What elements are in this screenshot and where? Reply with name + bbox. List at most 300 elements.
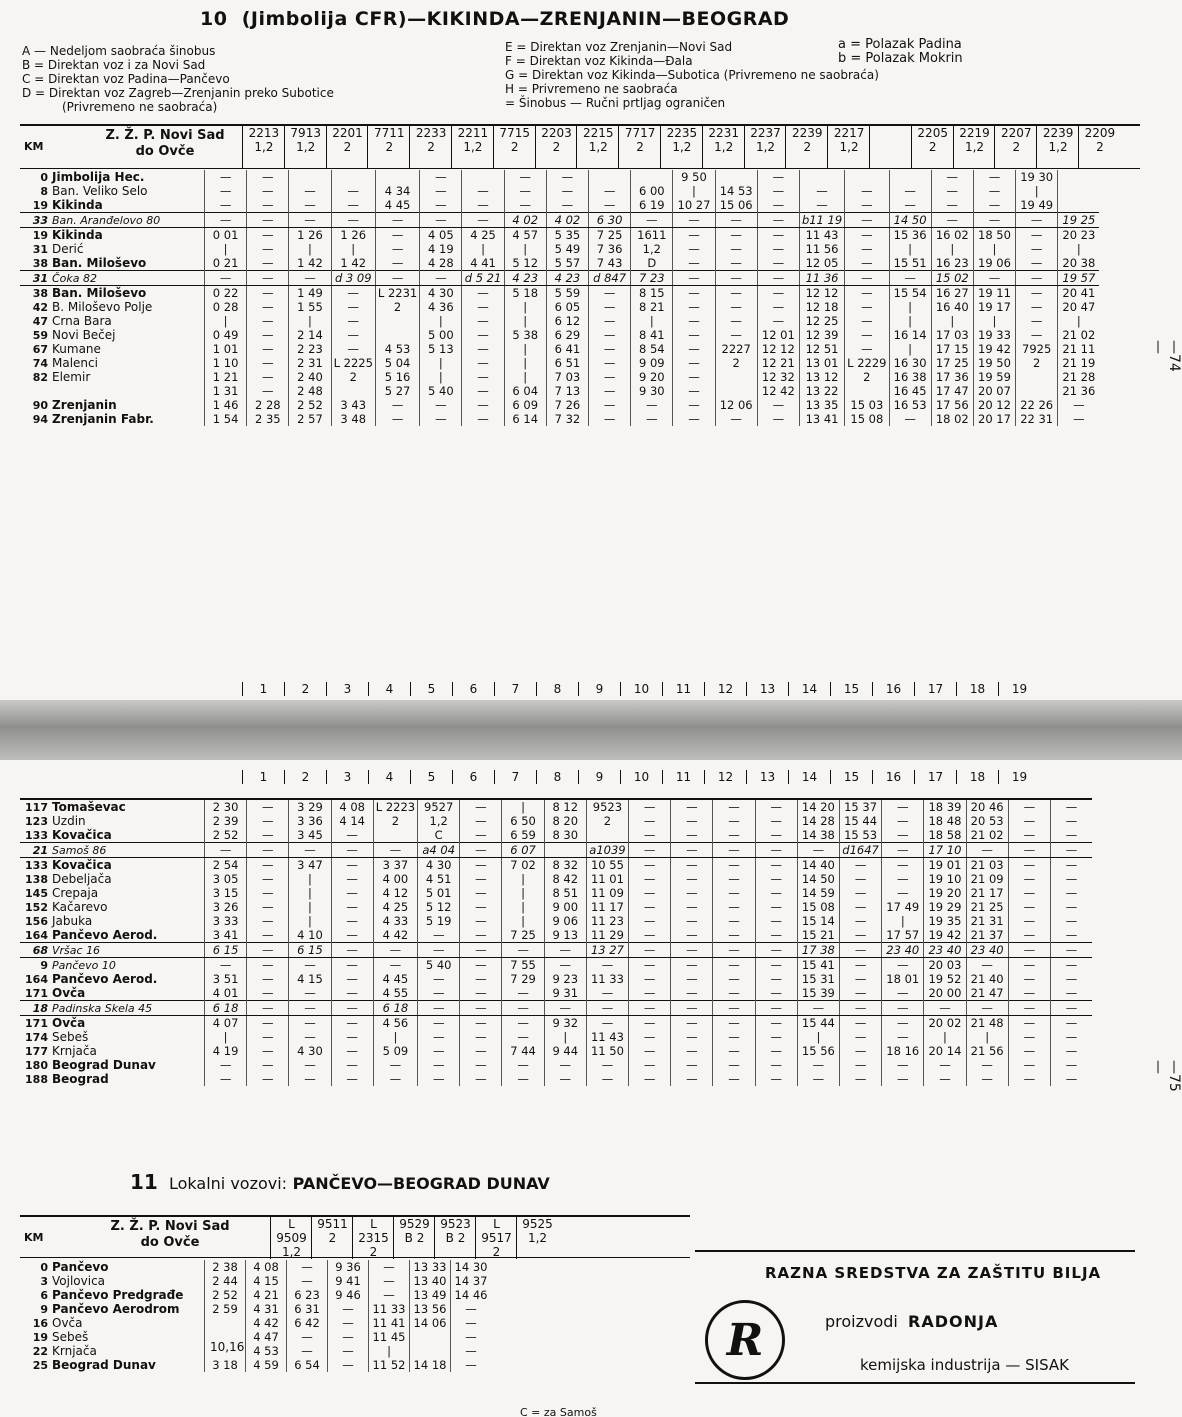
time-cell: — (462, 328, 504, 342)
time-cell: — (1058, 412, 1100, 426)
column-number: 10 (620, 770, 662, 784)
time-cell: — (418, 1072, 460, 1086)
time-cell: — (328, 1344, 369, 1358)
time-cell: 11 43 (586, 1030, 628, 1044)
time-cell: 8 51 (544, 886, 586, 900)
time-cell: — (629, 1001, 671, 1016)
station-name: Pančevo Aerod. (52, 928, 158, 942)
time-cell: 4 10 (289, 928, 331, 943)
page-74 (0, 0, 1182, 700)
time-cell: 21 02 (966, 828, 1008, 843)
time-cell: 19 50 (973, 356, 1015, 370)
time-cell (1016, 384, 1058, 398)
time-cell: 4 31 (246, 1302, 287, 1316)
time-cell: — (973, 170, 1015, 184)
time-cell: — (713, 1001, 755, 1016)
time-cell: | (502, 886, 544, 900)
time-cell: | (462, 242, 504, 256)
time-cell: — (673, 398, 715, 412)
time-cell: — (1050, 900, 1092, 914)
time-cell (373, 828, 417, 843)
time-cell: — (375, 271, 419, 286)
time-cell: | (504, 370, 546, 384)
time-cell: — (247, 228, 289, 243)
time-cell: — (1016, 256, 1058, 271)
time-cell: 7 36 (589, 242, 631, 256)
time-cell: | (889, 300, 931, 314)
time-cell: — (1008, 858, 1050, 873)
time-cell (1016, 370, 1058, 384)
time-cell: 2 (331, 370, 375, 384)
train-header (911, 126, 954, 168)
time-cell: — (460, 1044, 502, 1058)
time-cell: — (1016, 213, 1058, 228)
time-cell: 4 47 (246, 1330, 287, 1344)
time-cell: 9 13 (544, 928, 586, 943)
time-cell: 4 59 (246, 1358, 287, 1372)
time-cell: — (671, 858, 713, 873)
train-class: 2 (510, 140, 519, 154)
km-cell: 16 (32, 1316, 48, 1330)
time-cell: 15 21 (797, 928, 839, 943)
time-cell: 16 38 (889, 370, 931, 384)
time-cell: | (931, 314, 973, 328)
time-cell: — (247, 972, 289, 986)
time-cell: 3 36 (289, 814, 331, 828)
time-cell: — (331, 198, 375, 213)
time-cell: — (460, 1016, 502, 1031)
time-cell: — (966, 1001, 1008, 1016)
train-number: 7913 (290, 126, 321, 140)
time-cell (889, 170, 931, 184)
time-cell: 13 22 (799, 384, 844, 398)
km-cell: 123 (25, 814, 48, 828)
km-cell: 21 (20, 843, 50, 858)
time-cell: — (671, 914, 713, 928)
train-number: 2237 (750, 126, 781, 140)
train-header (1078, 126, 1121, 168)
time-cell: — (629, 943, 671, 958)
train-header (352, 1217, 394, 1259)
time-cell: — (462, 398, 504, 412)
time-cell: 0 21 (205, 256, 247, 271)
train-number: 9523 (440, 1217, 471, 1231)
km-cell: 68 (20, 943, 50, 958)
km-cell: 42 (32, 300, 48, 314)
time-cell: — (247, 198, 289, 213)
train-header (953, 126, 996, 168)
time-cell: 1 55 (289, 300, 331, 314)
time-cell: L 2231 (375, 286, 419, 301)
time-cell: — (289, 958, 331, 973)
time-cell: 4 30 (289, 1044, 331, 1058)
time-cell: | (289, 314, 331, 328)
time-cell: — (799, 198, 844, 213)
time-cell: 4 42 (246, 1316, 287, 1330)
time-cell: 13 01 (799, 356, 844, 370)
time-cell: 8 54 (631, 342, 673, 356)
time-cell: | (544, 1030, 586, 1044)
time-cell: — (331, 928, 373, 943)
time-cell: — (418, 1058, 460, 1072)
time-cell: — (966, 843, 1008, 858)
time-cell (375, 170, 419, 184)
time-cell: — (460, 858, 502, 873)
time-cell: — (757, 300, 799, 314)
column-number: 10 (620, 682, 662, 696)
time-cell: 1,2 (631, 242, 673, 256)
time-cell: 4 08 (246, 1260, 287, 1274)
time-cell: — (629, 799, 671, 814)
time-cell: | (1058, 242, 1100, 256)
station-name (50, 384, 205, 398)
time-cell: | (504, 300, 546, 314)
time-cell: 3 05 (205, 872, 247, 886)
time-cell: — (882, 858, 924, 873)
table-row (20, 843, 1092, 858)
station-name: Beograd (52, 1072, 109, 1086)
time-cell: — (882, 986, 924, 1001)
time-cell: 5 12 (504, 256, 546, 271)
time-cell: 5 04 (375, 356, 419, 370)
time-cell: — (1016, 300, 1058, 314)
time-cell: 11 52 (369, 1358, 410, 1372)
time-cell: 18 50 (973, 228, 1015, 243)
station-name: Zrenjanin Fabr. (52, 412, 154, 426)
time-cell: 11 36 (799, 271, 844, 286)
time-cell: — (671, 814, 713, 828)
time-cell: — (629, 914, 671, 928)
train-header (535, 126, 578, 168)
station-name: Sebeš (52, 1030, 89, 1044)
station-name: Kikinda (52, 198, 103, 212)
time-cell: — (460, 972, 502, 986)
time-cell (1058, 184, 1100, 198)
station-name: Čoka 82 (50, 271, 205, 286)
time-cell: 7 13 (546, 384, 588, 398)
time-cell: | (504, 342, 546, 356)
time-cell: 13 33 (410, 1260, 451, 1274)
time-cell: — (755, 828, 797, 843)
footer-note: C = za Samoš (520, 1406, 597, 1417)
time-cell: — (289, 1058, 331, 1072)
km-cell: 156 (25, 914, 48, 928)
time-cell: 19 35 (924, 914, 966, 928)
time-cell: 19 17 (973, 300, 1015, 314)
time-cell: — (1050, 943, 1092, 958)
time-cell: 21 02 (1058, 328, 1100, 342)
time-cell: a1039 (586, 843, 628, 858)
time-cell: 9 46 (328, 1288, 369, 1302)
time-cell: — (451, 1316, 492, 1330)
time-cell: 14 40 (797, 858, 839, 873)
time-cell: 21 11 (1058, 342, 1100, 356)
station-name: B. Miloševo Polje (52, 300, 153, 314)
time-cell: — (889, 271, 931, 286)
time-cell: — (420, 398, 462, 412)
time-cell: — (589, 370, 631, 384)
time-cell: 19 33 (973, 328, 1015, 342)
train-number: L 2315 (358, 1217, 389, 1245)
time-cell: 8 42 (544, 872, 586, 886)
time-cell: — (671, 1058, 713, 1072)
time-cell: — (247, 799, 289, 814)
time-cell: 1 42 (289, 256, 331, 271)
train-number: 2213 (248, 126, 280, 140)
time-cell: 3 47 (289, 858, 331, 873)
time-cell: 4 45 (375, 198, 419, 213)
table-row (20, 384, 1099, 398)
time-cell: — (839, 1072, 881, 1086)
time-cell: — (629, 958, 671, 973)
train-number: 2239 (1042, 126, 1074, 140)
time-cell: 6 00 (631, 184, 673, 198)
time-cell: — (369, 1260, 410, 1274)
legend-right: a = Polazak Padina b = Polazak Mokrin (838, 37, 963, 66)
station-name: Uzdin (52, 814, 86, 828)
time-cell: — (755, 858, 797, 873)
time-cell: 17 15 (931, 342, 973, 356)
km-cell: 171 (25, 1016, 48, 1030)
time-cell: — (247, 886, 289, 900)
time-cell: — (671, 799, 713, 814)
time-cell: L 2223 (373, 799, 417, 814)
table-row (20, 1330, 491, 1344)
time-cell: — (460, 843, 502, 858)
time-cell: 9 06 (544, 914, 586, 928)
time-cell: — (755, 843, 797, 858)
time-cell: — (755, 872, 797, 886)
time-cell: — (715, 286, 757, 301)
time-cell (586, 828, 628, 843)
time-cell: — (1008, 828, 1050, 843)
time-cell: — (373, 843, 417, 858)
time-cell: — (755, 1058, 797, 1072)
time-cell: 2 31 (289, 356, 331, 370)
table-row (20, 958, 1092, 973)
time-cell: 6 18 (373, 1001, 417, 1016)
time-cell (375, 328, 419, 342)
column-number: 15 (830, 682, 872, 696)
time-cell: — (839, 958, 881, 973)
time-cell: — (462, 300, 504, 314)
time-cell: 1 54 (205, 412, 247, 426)
time-cell: 15 44 (797, 1016, 839, 1031)
time-cell: — (671, 886, 713, 900)
time-cell: — (1008, 886, 1050, 900)
time-cell: — (1050, 1072, 1092, 1086)
km-cell: 171 (25, 986, 48, 1000)
time-cell: — (460, 1030, 502, 1044)
time-cell: 2227 (715, 342, 757, 356)
time-cell: — (289, 1001, 331, 1016)
station-name: Pančevo (52, 1260, 109, 1274)
time-cell: 7 43 (589, 256, 631, 271)
time-cell: 4 19 (420, 242, 462, 256)
table-row (20, 170, 1099, 184)
time-cell: — (331, 1072, 373, 1086)
time-cell: 4 56 (373, 1016, 417, 1031)
time-cell: 14 38 (797, 828, 839, 843)
time-cell: 11 01 (586, 872, 628, 886)
km-cell: 67 (32, 342, 48, 356)
time-cell: — (1008, 799, 1050, 814)
time-cell: — (845, 286, 889, 301)
time-cell: — (247, 872, 289, 886)
time-cell (205, 1316, 246, 1330)
time-cell: 7925 (1016, 342, 1058, 356)
time-cell: — (420, 271, 462, 286)
time-cell: 7 26 (546, 398, 588, 412)
time-cell: 5 01 (418, 886, 460, 900)
time-cell: 4 12 (373, 886, 417, 900)
time-cell: — (462, 184, 504, 198)
time-cell: 17 57 (882, 928, 924, 943)
time-cell: 12 42 (757, 384, 799, 398)
time-cell: — (1008, 1030, 1050, 1044)
time-cell: — (373, 958, 417, 973)
time-cell: — (504, 170, 546, 184)
time-cell: 7 55 (502, 958, 544, 973)
time-cell: — (631, 398, 673, 412)
column-number: 9 (578, 770, 620, 784)
time-cell (544, 843, 586, 858)
time-cell: — (247, 1030, 289, 1044)
time-cell: 7 02 (502, 858, 544, 873)
time-cell: 17 49 (882, 900, 924, 914)
km-cell: 174 (25, 1030, 48, 1044)
train-class: 1,2 (839, 140, 859, 154)
time-cell: 17 36 (931, 370, 973, 384)
time-cell: — (375, 228, 419, 243)
time-cell: — (713, 814, 755, 828)
time-cell: — (1016, 271, 1058, 286)
time-cell: — (451, 1344, 492, 1358)
time-cell: — (715, 242, 757, 256)
time-cell: — (973, 184, 1015, 198)
page-number-75: —75— (1150, 1060, 1182, 1092)
time-cell: 12 32 (757, 370, 799, 384)
time-cell: — (1008, 900, 1050, 914)
time-cell: — (369, 1274, 410, 1288)
time-cell (589, 170, 631, 184)
time-cell: — (973, 271, 1015, 286)
time-cell: — (1058, 398, 1100, 412)
time-cell: — (713, 886, 755, 900)
time-cell: — (839, 858, 881, 873)
time-cell: — (331, 1044, 373, 1058)
time-cell: — (713, 928, 755, 943)
km-cell: 152 (25, 900, 48, 914)
train-number: 2205 (917, 126, 948, 140)
station-name: Ban. Miloševo (52, 286, 147, 300)
time-cell (845, 384, 889, 398)
time-cell: — (502, 1016, 544, 1031)
time-cell: — (375, 213, 419, 228)
time-cell: — (1008, 958, 1050, 973)
time-cell: 7 32 (546, 412, 588, 426)
time-cell: 2 52 (289, 398, 331, 412)
time-cell: — (331, 300, 375, 314)
time-cell: — (839, 1001, 881, 1016)
table-row (20, 184, 1099, 198)
time-cell: — (715, 228, 757, 243)
km-cell: 164 (25, 928, 48, 942)
time-cell: — (845, 198, 889, 213)
time-cell: 21 56 (966, 1044, 1008, 1058)
time-cell: 2 28 (247, 398, 289, 412)
time-cell: — (331, 914, 373, 928)
time-cell: — (460, 1001, 502, 1016)
time-cell: — (845, 328, 889, 342)
time-cell: 11 29 (586, 928, 628, 943)
table-row (20, 814, 1092, 828)
time-cell: 11 45 (369, 1330, 410, 1344)
time-cell: 2 44 (205, 1274, 246, 1288)
time-cell: | (205, 242, 247, 256)
time-cell: — (882, 872, 924, 886)
time-cell: 2 30 (205, 799, 247, 814)
table-row (20, 886, 1092, 900)
km-cell: 9 (40, 958, 48, 972)
time-cell: 4 23 (546, 271, 588, 286)
km-cell: 90 (32, 398, 48, 412)
column-number: 1 (242, 682, 284, 696)
time-cell: — (205, 1058, 247, 1072)
time-cell: — (247, 213, 289, 228)
table-row (20, 314, 1099, 328)
time-cell: — (289, 1072, 331, 1086)
time-cell: 4 30 (418, 858, 460, 873)
time-cell: — (1008, 943, 1050, 958)
km-cell: 38 (32, 286, 48, 300)
time-cell: 15 36 (889, 228, 931, 243)
time-cell: — (289, 213, 331, 228)
time-cell: — (247, 843, 289, 858)
time-cell: 5 13 (420, 342, 462, 356)
station-name: Malenci (52, 356, 98, 370)
time-cell: — (502, 1072, 544, 1086)
time-cell: — (247, 858, 289, 873)
train-number: 7717 (624, 126, 656, 140)
station-name: Tomaševac (52, 800, 126, 814)
time-cell: 21 03 (966, 858, 1008, 873)
time-cell: — (460, 943, 502, 958)
time-cell: 15 14 (797, 914, 839, 928)
train-class: 1,2 (1048, 140, 1068, 154)
time-cell: — (931, 213, 973, 228)
time-cell: — (845, 314, 889, 328)
time-cell: — (418, 1001, 460, 1016)
time-cell: 6 15 (205, 943, 247, 958)
table-row (20, 872, 1092, 886)
time-cell: — (331, 943, 373, 958)
time-cell: 21 47 (966, 986, 1008, 1001)
time-cell: — (328, 1330, 369, 1344)
time-cell: 14 30 (451, 1260, 492, 1274)
table-row (20, 1274, 491, 1288)
time-cell: 4 15 (289, 972, 331, 986)
time-cell: — (1008, 1001, 1050, 1016)
time-cell: 2 59 (205, 1302, 246, 1316)
time-cell: — (671, 1030, 713, 1044)
time-cell: — (715, 314, 757, 328)
table-row (20, 398, 1099, 412)
time-cell: 3 43 (331, 398, 375, 412)
time-cell: — (713, 972, 755, 986)
time-cell: — (331, 986, 373, 1001)
time-cell: 4 25 (373, 900, 417, 914)
